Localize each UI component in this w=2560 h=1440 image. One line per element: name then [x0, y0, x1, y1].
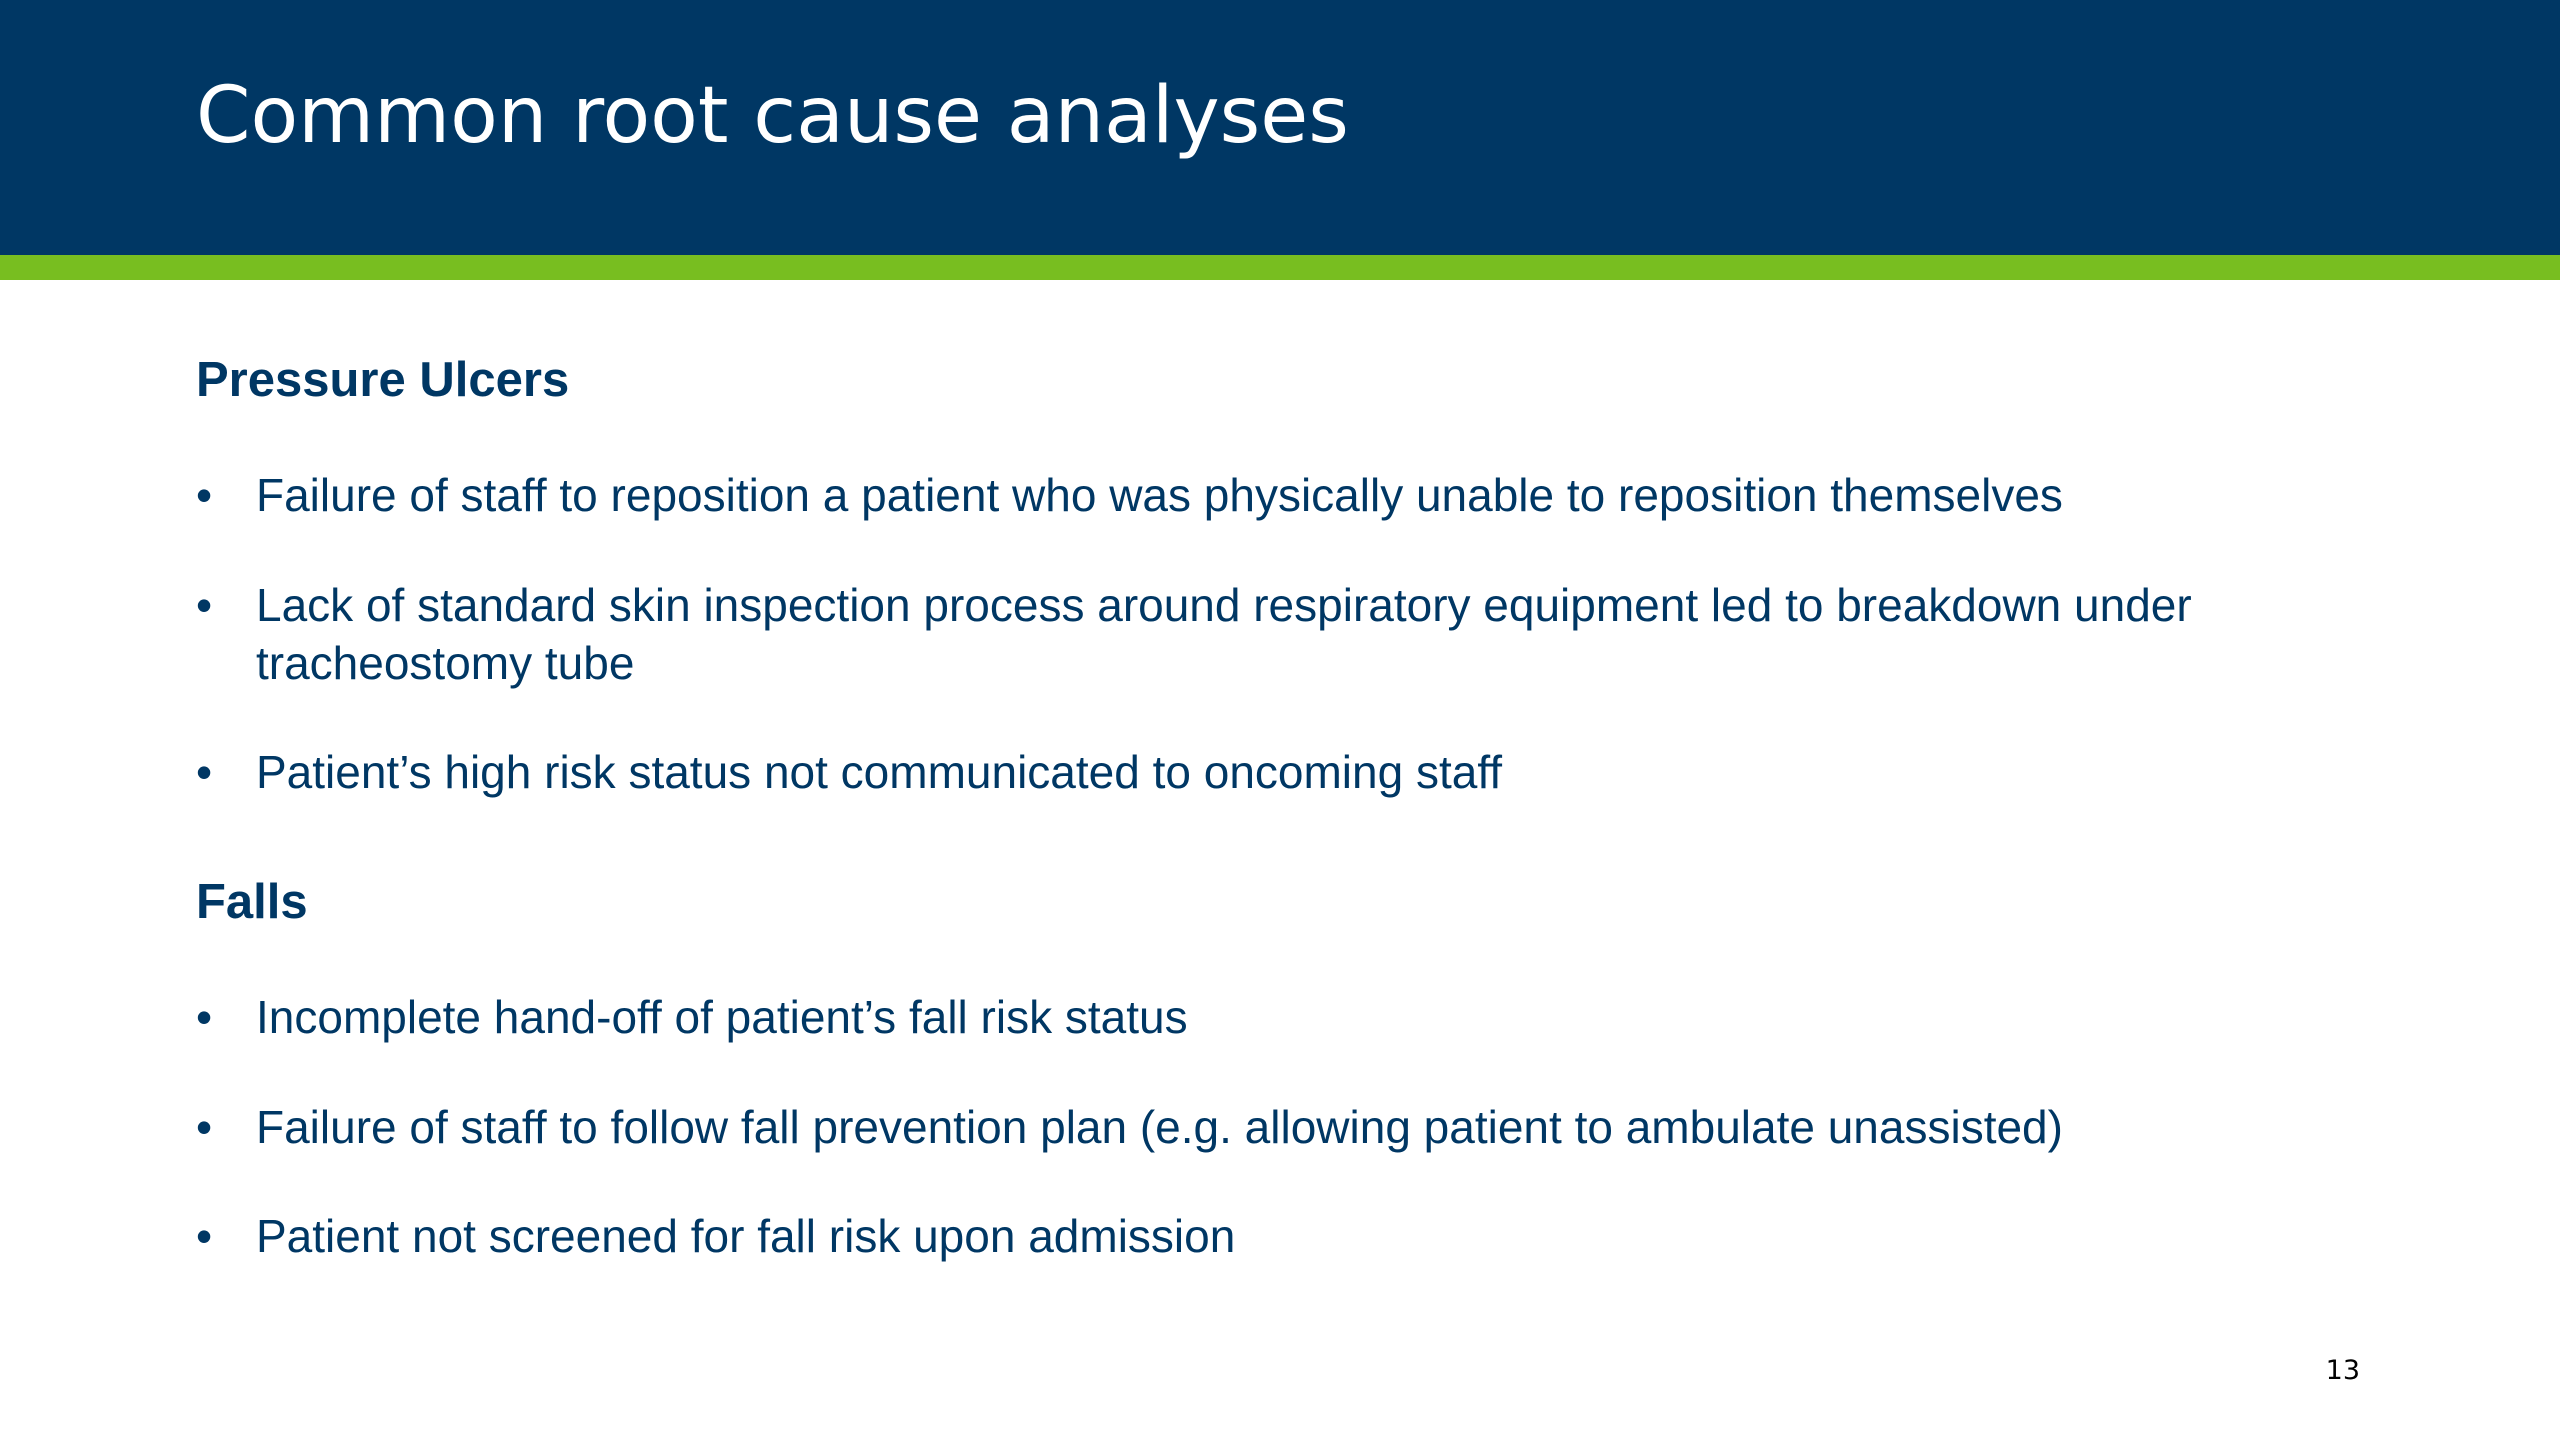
list-item	[196, 1098, 2346, 1156]
bullet-icon: •	[196, 746, 213, 799]
list-item	[196, 1207, 2346, 1265]
section-heading-pressure-ulcers: Pressure Ulcers	[196, 353, 570, 407]
bullet-text: Lack of standard skin inspection process around respiratory equipment led to breakdown under tracheostomy tube	[256, 578, 2192, 690]
page-number: 13	[2325, 1355, 2360, 1386]
header-banner	[0, 0, 2560, 255]
bullet-text: Failure of staff to follow fall prevention plan (e.g. allowing patient to ambulate unassisted)	[256, 1100, 2063, 1153]
slide-title: Common root cause analyses	[196, 71, 1349, 161]
bullet-text: Patient’s high risk status not communicated to oncoming staff	[256, 746, 1503, 799]
bullet-text: Patient not screened for fall risk upon admission	[256, 1209, 1236, 1262]
section-heading-falls: Falls	[196, 874, 308, 929]
bullet-text: Incomplete hand-off of patient’s fall risk status	[256, 991, 1188, 1044]
list-item	[196, 466, 2346, 524]
bullet-icon: •	[196, 578, 213, 631]
bullet-text: Failure of staff to reposition a patient who was physically unable to reposition themselves	[256, 469, 2063, 522]
list-item	[196, 743, 2346, 801]
accent-bar	[0, 255, 2560, 280]
list-item	[196, 576, 2346, 693]
bullet-icon: •	[196, 1209, 213, 1262]
bullet-icon: •	[196, 991, 213, 1044]
bullet-icon: •	[196, 1100, 213, 1153]
falls-list	[196, 988, 2346, 1265]
pressure-ulcers-list	[196, 466, 2346, 802]
list-item	[196, 988, 2346, 1046]
bullet-icon: •	[196, 469, 213, 522]
slide-content	[196, 350, 2346, 1265]
